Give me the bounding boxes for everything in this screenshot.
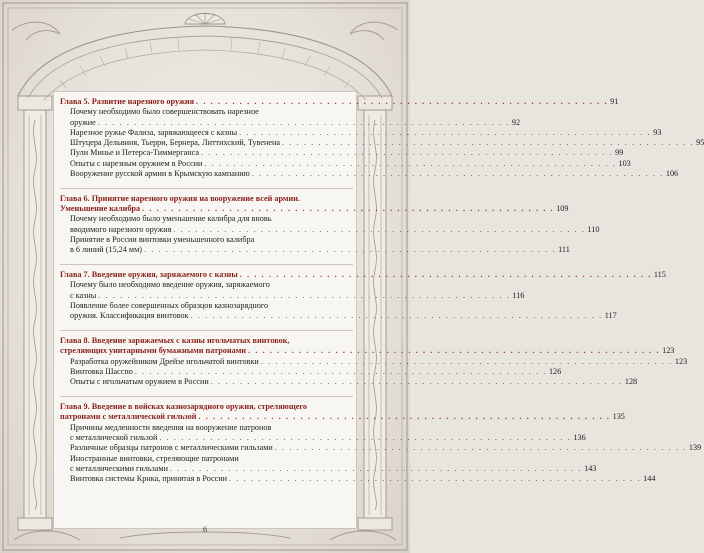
chapter-block [60,193,600,256]
page-ref: 103 [618,158,631,168]
entry-text: Появление более совершенных образцов казнозарядного [70,301,269,311]
chapter-heading [60,270,666,280]
page-ref: 123 [662,346,675,356]
toc-entry [60,453,597,475]
entry-text: Глава 8. Введение заряжаемых с казны игольчатых винтовок, [60,336,290,346]
page-ref: 111 [558,245,570,255]
page-ref: 136 [573,433,586,443]
entry-text: Уменьшение калибра [60,204,141,214]
dot-leader: . . . . . . . . . . . . . . . . . . . . . . . . . . . . . . . . . . . . . . . . . . . . . . . . . . . . . . . . . [201,148,614,158]
entry-text: оружие [70,117,96,127]
dot-leader: . . . . . . . . . . . . . . . . . . . . . . . . . . . . . . . . . . . . . . . . . . . . . . . . . . . . . . . . . [98,290,511,300]
chapter-block [60,336,688,387]
table-of-contents [60,97,704,493]
dot-leader: . . . . . . . . . . . . . . . . . . . . . . . . . . . . . . . . . . . . . . . . . . . . . . . . . . . . . . . . . [142,204,555,214]
chapter-block [60,270,666,321]
toc-entry [60,169,679,179]
dot-leader: . . . . . . . . . . . . . . . . . . . . . . . . . . . . . . . . . . . . . . . . . . . . . . . . . . . . . . . . . [144,245,557,255]
entry-text: Почему необходимо было совершенствовать нарезное [70,107,259,117]
chapter-divider [60,264,353,265]
page-ref: 92 [511,117,521,127]
chapter-divider [60,188,353,189]
page-ref: 135 [612,412,625,422]
dot-leader: . . . . . . . . . . . . . . . . . . . . . . . . . . . . . . . . . . . . . . . . . . . . . . . . . . . . . . . . . [134,367,547,377]
page-ref: 144 [643,474,656,484]
toc-entry [60,301,617,322]
page-ref: 110 [587,224,600,234]
dot-leader: . . . . . . . . . . . . . . . . . . . . . . . . . . . . . . . . . . . . . . . . . . . . . . . . . . . . . . . . . [198,412,611,422]
page-ref: 143 [584,463,597,473]
toc-entry [60,367,562,377]
entry-text: Глава 7. Введение оружия, заряжаемого с казны [60,270,238,280]
chapter-block [60,402,702,484]
dot-leader: . . . . . . . . . . . . . . . . . . . . . . . . . . . . . . . . . . . . . . . . . . . . . . . . . . . . . . . . . [173,224,586,234]
entry-text: Вооружение русской армии в Крымскую кампанию [70,169,250,179]
dot-leader: . . . . . . . . . . . . . . . . . . . . . . . . . . . . . . . . . . . . . . . . . . . . . . . . . . . . . . . . . [204,158,617,168]
chapter-divider [60,396,353,397]
toc-entry [60,443,702,453]
entry-text: Пули Минье и Петерса-Тиммерганса [70,148,200,158]
page-ref: 95 [696,138,704,148]
entry-text: в 6 линий (15,24 мм) [70,245,142,255]
toc-entry [60,107,521,128]
page-number: 6 [203,525,207,534]
dot-leader: . . . . . . . . . . . . . . . . . . . . . . . . . . . . . . . . . . . . . . . . . . . . . . . . . . . . . . . . . [260,356,673,366]
page-ref: 123 [674,356,688,366]
toc-entry [60,148,624,158]
page-ref: 91 [610,97,619,106]
page-ref: 99 [615,148,624,158]
dot-leader: . . . . . . . . . . . . . . . . . . . . . . . . . . . . . . . . . . . . . . . . . . . . . . . . . . . . . . . . . [251,169,664,179]
entry-text: с металлическими гильзами [70,463,168,473]
entry-text: стреляющих унитарными бумажными патронами [60,346,246,356]
entry-text: Глава 5. Развитие нарезного оружия [60,97,195,106]
toc-entry [60,158,631,169]
entry-text: Разработка оружейником Дрейзе игольчатой винтовки [70,356,259,366]
entry-text: Опыты с игольчатым оружием в России [70,377,209,387]
dot-leader: . . . . . . . . . . . . . . . . . . . . . . . . . . . . . . . . . . . . . . . . . . . . . . . . . . . . . . . . . [274,443,687,453]
toc-entry [60,214,600,235]
page-ref: 117 [604,311,617,321]
dot-leader: . . . . . . . . . . . . . . . . . . . . . . . . . . . . . . . . . . . . . . . . . . . . . . . . . . . . . . . . . [97,117,510,127]
dot-leader: . . . . . . . . . . . . . . . . . . . . . . . . . . . . . . . . . . . . . . . . . . . . . . . . . . . . . . . . . [190,311,603,321]
entry-text: с казны [70,290,97,300]
entry-text: Иностранные винтовки, стреляющие патронами [70,453,239,463]
entry-text: Почему необходимо было уменьшение калибра для вновь [70,214,272,224]
entry-text: Нарезное ружье Фализа, заряжающееся с казны [70,127,238,137]
dot-leader: . . . . . . . . . . . . . . . . . . . . . . . . . . . . . . . . . . . . . . . . . . . . . . . . . . . . . . . . . [248,346,661,356]
chapter-heading [60,193,569,215]
page-ref: 106 [665,169,679,179]
dot-leader: . . . . . . . . . . . . . . . . . . . . . . . . . . . . . . . . . . . . . . . . . . . . . . . . . . . . . . . . . [239,127,652,137]
entry-text: Почему было необходимо введение оружия, заряжаемого [70,280,270,290]
toc-entry [60,127,662,138]
toc-entry [60,356,688,367]
page-ref: 109 [556,204,569,214]
page-ref: 139 [688,443,702,453]
toc-entry [60,235,570,256]
toc-entry [60,422,586,444]
page-ref: 115 [653,270,666,280]
page-ref: 126 [548,367,562,377]
dot-leader: . . . . . . . . . . . . . . . . . . . . . . . . . . . . . . . . . . . . . . . . . . . . . . . . . . . . . . . . . [169,463,583,473]
entry-text: с металлической гильзой [70,433,158,443]
page-ref: 93 [653,127,662,137]
chapter-heading [60,402,625,423]
entry-text: Винтовка системы Крнка, принятая в России [70,474,228,484]
entry-text: Глава 6. Принятие нарезного оружия на вооружение всей армии. [60,193,300,203]
entry-text: Принятие в России винтовки уменьшенного калибра [70,235,255,245]
chapter-block [60,97,704,179]
entry-text: оружия. Классификация винтовок [70,311,189,321]
toc-entry [60,474,656,484]
entry-text: Штуцера Дельвиня, Тьерри, Бернера, Литтихский, Тувенена [70,138,280,148]
dot-leader: . . . . . . . . . . . . . . . . . . . . . . . . . . . . . . . . . . . . . . . . . . . . . . . . . . . . . . . . . [282,138,695,148]
toc-entry [60,377,638,387]
chapter-heading [60,336,675,357]
chapter-divider [60,330,353,331]
entry-text: Опыты с нарезным оружием в России [70,158,203,168]
entry-text: Причины медленности введения на вооружение патронов [70,422,272,432]
dot-leader: . . . . . . . . . . . . . . . . . . . . . . . . . . . . . . . . . . . . . . . . . . . . . . . . . . . . . . . . . [229,474,642,484]
toc-entry [60,280,525,301]
entry-text: патронами с металлической гильзой [60,412,197,422]
entry-text: Различные образцы патронов с металлическими гильзами [70,443,273,453]
toc-entry [60,138,704,148]
entry-text: Винтовка Шасспо [70,367,133,377]
entry-text: вводимого нарезного оружия [70,224,172,234]
dot-leader: . . . . . . . . . . . . . . . . . . . . . . . . . . . . . . . . . . . . . . . . . . . . . . . . . . . . . . . . . [159,433,572,443]
chapter-heading [60,97,619,107]
page-ref: 116 [512,290,525,300]
dot-leader: . . . . . . . . . . . . . . . . . . . . . . . . . . . . . . . . . . . . . . . . . . . . . . . . . . . . . . . . . [196,97,609,106]
dot-leader: . . . . . . . . . . . . . . . . . . . . . . . . . . . . . . . . . . . . . . . . . . . . . . . . . . . . . . . . . [210,377,623,387]
entry-text: Глава 9. Введение в войсках казнозарядного оружия, стреляющего [60,402,307,412]
dot-leader: . . . . . . . . . . . . . . . . . . . . . . . . . . . . . . . . . . . . . . . . . . . . . . . . . . . . . . . . . [239,270,652,280]
page-ref: 128 [624,377,638,387]
